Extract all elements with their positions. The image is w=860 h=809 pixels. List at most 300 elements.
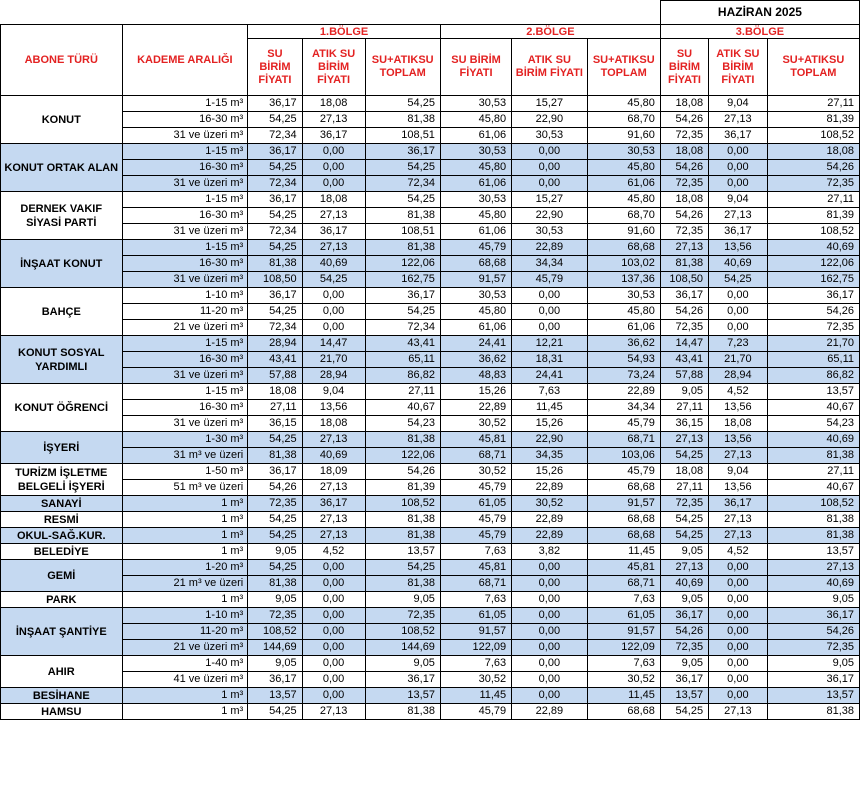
price-cell: 0,00	[709, 608, 768, 624]
price-cell: 0,00	[709, 320, 768, 336]
price-cell: 27,13	[302, 240, 365, 256]
price-cell: 13,57	[660, 688, 708, 704]
price-cell: 72,35	[660, 496, 708, 512]
price-cell: 0,00	[709, 688, 768, 704]
price-cell: 30,52	[512, 496, 587, 512]
price-cell: 61,06	[440, 224, 511, 240]
kademe-cell: 16-30 m³	[122, 160, 248, 176]
price-cell: 27,11	[767, 96, 859, 112]
price-cell: 11,45	[587, 688, 660, 704]
price-cell: 9,05	[248, 544, 302, 560]
table-row	[1, 704, 860, 720]
price-cell: 22,89	[512, 528, 587, 544]
price-cell: 0,00	[512, 320, 587, 336]
r2-atik-header: ATIK SU BİRİM FİYATI	[512, 39, 587, 96]
price-cell: 27,11	[767, 464, 859, 480]
price-cell: 27,13	[302, 112, 365, 128]
price-cell: 7,63	[440, 592, 511, 608]
price-cell: 54,26	[767, 624, 859, 640]
price-cell: 13,57	[767, 384, 859, 400]
price-cell: 108,50	[248, 272, 302, 288]
kademe-cell: 1-20 m³	[122, 560, 248, 576]
price-cell: 0,00	[302, 176, 365, 192]
price-cell: 81,38	[365, 576, 440, 592]
price-cell: 81,38	[365, 704, 440, 720]
abone-turu-cell: SANAYİ	[1, 496, 123, 512]
price-cell: 54,25	[248, 160, 302, 176]
table-row	[1, 576, 860, 592]
price-cell: 22,89	[512, 240, 587, 256]
price-cell: 54,25	[365, 304, 440, 320]
price-cell: 54,25	[660, 704, 708, 720]
table-row	[1, 272, 860, 288]
price-cell: 0,00	[512, 144, 587, 160]
table-row	[1, 288, 860, 304]
kademe-cell: 31 m³ ve üzeri	[122, 448, 248, 464]
price-cell: 27,13	[302, 480, 365, 496]
price-cell: 54,26	[767, 160, 859, 176]
price-cell: 72,34	[365, 320, 440, 336]
price-cell: 30,52	[440, 672, 511, 688]
price-cell: 18,08	[660, 192, 708, 208]
kademe-cell: 1-40 m³	[122, 656, 248, 672]
price-cell: 54,23	[365, 416, 440, 432]
kademe-cell: 1-15 m³	[122, 144, 248, 160]
price-cell: 45,79	[440, 240, 511, 256]
price-cell: 30,53	[440, 144, 511, 160]
price-cell: 81,38	[248, 576, 302, 592]
price-cell: 61,06	[440, 128, 511, 144]
price-cell: 30,53	[440, 288, 511, 304]
price-cell: 45,79	[587, 416, 660, 432]
price-cell: 36,17	[248, 288, 302, 304]
price-cell: 18,08	[248, 384, 302, 400]
price-cell: 30,53	[587, 288, 660, 304]
price-cell: 81,38	[248, 256, 302, 272]
price-cell: 9,04	[709, 96, 768, 112]
price-cell: 0,00	[302, 288, 365, 304]
price-cell: 27,11	[365, 384, 440, 400]
price-cell: 11,45	[587, 544, 660, 560]
abone-turu-cell: OKUL-SAĞ.KUR.	[1, 528, 123, 544]
price-cell: 72,35	[660, 320, 708, 336]
price-cell: 0,00	[512, 608, 587, 624]
table-row	[1, 608, 860, 624]
price-cell: 45,80	[587, 96, 660, 112]
table-row	[1, 480, 860, 496]
abone-turu-cell: KONUT ÖĞRENCİ	[1, 384, 123, 432]
price-cell: 81,38	[248, 448, 302, 464]
price-cell: 54,25	[248, 528, 302, 544]
price-cell: 18,08	[660, 144, 708, 160]
price-cell: 81,38	[365, 432, 440, 448]
price-cell: 0,00	[512, 288, 587, 304]
price-cell: 27,11	[767, 192, 859, 208]
price-cell: 18,08	[709, 416, 768, 432]
price-cell: 0,00	[709, 560, 768, 576]
price-cell: 81,38	[365, 528, 440, 544]
price-cell: 54,25	[248, 432, 302, 448]
price-cell: 45,80	[440, 160, 511, 176]
table-row	[1, 224, 860, 240]
price-cell: 68,71	[440, 448, 511, 464]
price-cell: 61,05	[587, 608, 660, 624]
price-cell: 54,25	[248, 704, 302, 720]
price-cell: 0,00	[709, 672, 768, 688]
price-cell: 68,68	[440, 256, 511, 272]
price-cell: 54,26	[660, 304, 708, 320]
price-cell: 9,04	[709, 464, 768, 480]
price-cell: 27,13	[709, 704, 768, 720]
price-cell: 91,57	[587, 496, 660, 512]
price-cell: 0,00	[302, 624, 365, 640]
price-cell: 36,17	[302, 496, 365, 512]
price-cell: 54,25	[248, 208, 302, 224]
price-cell: 45,79	[440, 480, 511, 496]
price-cell: 13,57	[365, 544, 440, 560]
price-cell: 86,82	[767, 368, 859, 384]
price-cell: 22,90	[512, 112, 587, 128]
price-cell: 72,35	[660, 128, 708, 144]
price-cell: 13,57	[248, 688, 302, 704]
price-cell: 27,13	[767, 560, 859, 576]
price-cell: 14,47	[302, 336, 365, 352]
price-cell: 54,25	[365, 160, 440, 176]
price-cell: 0,00	[709, 656, 768, 672]
kademe-cell: 1-10 m³	[122, 288, 248, 304]
price-cell: 61,06	[587, 320, 660, 336]
price-cell: 0,00	[302, 576, 365, 592]
table-row	[1, 208, 860, 224]
price-cell: 21,70	[767, 336, 859, 352]
price-cell: 9,05	[660, 592, 708, 608]
r1-atik-header: ATIK SU BİRİM FİYATI	[302, 39, 365, 96]
table-row	[1, 448, 860, 464]
price-cell: 36,17	[248, 464, 302, 480]
price-cell: 27,11	[660, 400, 708, 416]
price-cell: 0,00	[709, 576, 768, 592]
abone-turu-cell: BAHÇE	[1, 288, 123, 336]
price-cell: 45,79	[440, 512, 511, 528]
price-cell: 7,63	[587, 656, 660, 672]
price-cell: 36,17	[660, 608, 708, 624]
table-row	[1, 112, 860, 128]
price-cell: 30,53	[440, 192, 511, 208]
price-cell: 54,25	[709, 272, 768, 288]
price-cell: 40,69	[302, 448, 365, 464]
price-cell: 0,00	[512, 624, 587, 640]
table-row	[1, 256, 860, 272]
price-cell: 22,89	[512, 704, 587, 720]
price-cell: 34,34	[587, 400, 660, 416]
price-cell: 103,06	[587, 448, 660, 464]
abone-turu-cell: TURİZM İŞLETME BELGELİ İŞYERİ	[1, 464, 123, 496]
kademe-cell: 1 m³	[122, 496, 248, 512]
price-cell: 4,52	[302, 544, 365, 560]
r2-su-header: SU BİRİM FİYATI	[440, 39, 511, 96]
abone-turu-cell: RESMİ	[1, 512, 123, 528]
price-cell: 45,79	[587, 464, 660, 480]
price-cell: 45,80	[587, 192, 660, 208]
price-cell: 30,52	[440, 416, 511, 432]
price-cell: 36,17	[248, 96, 302, 112]
price-cell: 27,13	[302, 528, 365, 544]
price-cell: 36,17	[365, 288, 440, 304]
price-cell: 30,53	[512, 128, 587, 144]
price-cell: 30,53	[512, 224, 587, 240]
price-cell: 27,13	[302, 432, 365, 448]
price-cell: 36,15	[248, 416, 302, 432]
col-abone-turu: ABONE TÜRÜ	[1, 25, 123, 96]
price-cell: 81,38	[767, 448, 859, 464]
price-cell: 0,00	[512, 592, 587, 608]
price-cell: 108,52	[248, 624, 302, 640]
price-cell: 0,00	[512, 304, 587, 320]
price-cell: 13,56	[709, 432, 768, 448]
price-cell: 7,63	[512, 384, 587, 400]
price-cell: 45,80	[587, 160, 660, 176]
price-cell: 0,00	[512, 656, 587, 672]
kademe-cell: 21 ve üzeri m³	[122, 640, 248, 656]
price-cell: 27,11	[660, 480, 708, 496]
price-cell: 11,45	[512, 400, 587, 416]
price-cell: 0,00	[302, 304, 365, 320]
col-kademe-araligi: KADEME ARALIĞI	[122, 25, 248, 96]
price-cell: 36,17	[660, 288, 708, 304]
price-cell: 0,00	[512, 672, 587, 688]
price-cell: 22,90	[512, 432, 587, 448]
price-cell: 40,67	[767, 480, 859, 496]
price-cell: 45,79	[440, 528, 511, 544]
kademe-cell: 1 m³	[122, 544, 248, 560]
kademe-cell: 31 ve üzeri m³	[122, 224, 248, 240]
price-cell: 14,47	[660, 336, 708, 352]
price-cell: 65,11	[365, 352, 440, 368]
price-cell: 36,17	[248, 144, 302, 160]
price-cell: 144,69	[248, 640, 302, 656]
price-cell: 15,27	[512, 96, 587, 112]
price-cell: 13,56	[709, 400, 768, 416]
price-cell: 13,56	[302, 400, 365, 416]
price-cell: 61,05	[440, 608, 511, 624]
price-cell: 72,35	[767, 320, 859, 336]
price-cell: 28,94	[709, 368, 768, 384]
price-cell: 40,67	[767, 400, 859, 416]
price-cell: 54,26	[660, 112, 708, 128]
abone-turu-cell: GEMİ	[1, 560, 123, 592]
abone-turu-cell: BESİHANE	[1, 688, 123, 704]
price-cell: 0,00	[709, 176, 768, 192]
price-cell: 28,94	[302, 368, 365, 384]
price-cell: 34,34	[512, 256, 587, 272]
table-row	[1, 672, 860, 688]
abone-turu-cell: İNŞAAT KONUT	[1, 240, 123, 288]
price-cell: 27,13	[709, 512, 768, 528]
table-row	[1, 368, 860, 384]
price-cell: 72,35	[248, 608, 302, 624]
price-cell: 122,06	[767, 256, 859, 272]
price-cell: 91,57	[440, 624, 511, 640]
price-cell: 3,82	[512, 544, 587, 560]
kademe-cell: 1-15 m³	[122, 336, 248, 352]
price-cell: 108,52	[767, 128, 859, 144]
period-title: HAZİRAN 2025	[660, 1, 859, 25]
table-row	[1, 544, 860, 560]
price-cell: 54,25	[248, 240, 302, 256]
price-cell: 9,04	[709, 192, 768, 208]
price-cell: 0,00	[709, 144, 768, 160]
price-cell: 0,00	[302, 640, 365, 656]
price-cell: 108,52	[365, 624, 440, 640]
price-cell: 81,38	[365, 208, 440, 224]
price-cell: 68,68	[587, 528, 660, 544]
price-cell: 7,63	[440, 656, 511, 672]
price-cell: 54,25	[365, 560, 440, 576]
price-cell: 72,35	[660, 176, 708, 192]
table-row	[1, 192, 860, 208]
price-cell: 68,68	[587, 704, 660, 720]
price-cell: 13,57	[767, 688, 859, 704]
price-cell: 54,25	[365, 96, 440, 112]
price-cell: 108,52	[365, 496, 440, 512]
price-cell: 65,11	[767, 352, 859, 368]
price-cell: 45,80	[440, 112, 511, 128]
price-cell: 22,89	[587, 384, 660, 400]
price-cell: 0,00	[709, 592, 768, 608]
kademe-cell: 51 m³ ve üzeri	[122, 480, 248, 496]
price-cell: 0,00	[302, 608, 365, 624]
price-cell: 81,38	[365, 512, 440, 528]
price-cell: 45,80	[440, 304, 511, 320]
price-cell: 86,82	[365, 368, 440, 384]
price-cell: 27,13	[709, 528, 768, 544]
price-cell: 9,05	[767, 656, 859, 672]
price-cell: 54,25	[365, 192, 440, 208]
price-cell: 4,52	[709, 384, 768, 400]
price-cell: 36,17	[709, 224, 768, 240]
table-row	[1, 160, 860, 176]
price-cell: 30,52	[587, 672, 660, 688]
price-cell: 9,05	[365, 656, 440, 672]
abone-turu-cell: KONUT	[1, 96, 123, 144]
price-cell: 0,00	[709, 640, 768, 656]
price-cell: 13,57	[767, 544, 859, 560]
price-cell: 0,00	[302, 320, 365, 336]
price-cell: 81,38	[767, 512, 859, 528]
price-cell: 36,17	[709, 496, 768, 512]
r1-su-header: SU BİRİM FİYATI	[248, 39, 302, 96]
table-row	[1, 336, 860, 352]
price-cell: 54,26	[767, 304, 859, 320]
price-cell: 68,71	[440, 576, 511, 592]
price-cell: 13,56	[709, 480, 768, 496]
price-cell: 30,53	[440, 96, 511, 112]
price-cell: 27,13	[709, 448, 768, 464]
price-cell: 24,41	[512, 368, 587, 384]
price-cell: 68,70	[587, 208, 660, 224]
price-cell: 72,35	[660, 224, 708, 240]
price-cell: 72,35	[365, 608, 440, 624]
price-cell: 0,00	[512, 688, 587, 704]
price-cell: 28,94	[248, 336, 302, 352]
price-cell: 0,00	[302, 592, 365, 608]
r3-toplam-header: SU+ATIKSU TOPLAM	[767, 39, 859, 96]
price-cell: 68,70	[587, 112, 660, 128]
price-cell: 36,17	[365, 144, 440, 160]
price-cell: 54,25	[302, 272, 365, 288]
price-cell: 0,00	[302, 144, 365, 160]
price-cell: 54,26	[660, 208, 708, 224]
r3-atik-header: ATIK SU BİRİM FİYATI	[709, 39, 768, 96]
price-cell: 34,35	[512, 448, 587, 464]
price-cell: 43,41	[660, 352, 708, 368]
table-row	[1, 432, 860, 448]
abone-turu-cell: KONUT SOSYAL YARDIMLI	[1, 336, 123, 384]
price-cell: 54,26	[660, 160, 708, 176]
price-cell: 54,25	[660, 528, 708, 544]
table-row	[1, 128, 860, 144]
kademe-cell: 1-30 m³	[122, 432, 248, 448]
kademe-cell: 1 m³	[122, 592, 248, 608]
price-cell: 7,63	[440, 544, 511, 560]
price-cell: 27,13	[302, 704, 365, 720]
price-cell: 27,13	[660, 240, 708, 256]
table-row	[1, 624, 860, 640]
price-cell: 27,13	[709, 208, 768, 224]
price-cell: 108,51	[365, 128, 440, 144]
price-cell: 13,56	[709, 240, 768, 256]
abone-turu-cell: HAMSU	[1, 704, 123, 720]
kademe-cell: 1-15 m³	[122, 192, 248, 208]
price-cell: 72,35	[660, 640, 708, 656]
price-cell: 68,71	[587, 432, 660, 448]
kademe-cell: 16-30 m³	[122, 256, 248, 272]
price-cell: 9,05	[767, 592, 859, 608]
price-cell: 81,38	[365, 112, 440, 128]
price-cell: 91,60	[587, 128, 660, 144]
price-cell: 22,89	[440, 400, 511, 416]
price-cell: 21,70	[709, 352, 768, 368]
price-cell: 18,08	[660, 96, 708, 112]
price-cell: 36,17	[660, 672, 708, 688]
price-cell: 9,05	[365, 592, 440, 608]
price-cell: 54,25	[248, 512, 302, 528]
price-cell: 27,13	[660, 432, 708, 448]
price-cell: 27,13	[709, 112, 768, 128]
table-row	[1, 384, 860, 400]
price-cell: 9,05	[660, 544, 708, 560]
abone-turu-cell: KONUT ORTAK ALAN	[1, 144, 123, 192]
price-cell: 0,00	[302, 688, 365, 704]
price-cell: 18,08	[302, 416, 365, 432]
kademe-cell: 1 m³	[122, 528, 248, 544]
price-cell: 36,17	[767, 288, 859, 304]
price-cell: 45,80	[440, 208, 511, 224]
table-row	[1, 656, 860, 672]
price-cell: 40,69	[302, 256, 365, 272]
price-cell: 103,02	[587, 256, 660, 272]
price-cell: 81,39	[365, 480, 440, 496]
price-cell: 36,17	[302, 128, 365, 144]
price-cell: 122,09	[440, 640, 511, 656]
price-cell: 18,08	[767, 144, 859, 160]
price-cell: 61,06	[440, 176, 511, 192]
table-row	[1, 496, 860, 512]
price-cell: 0,00	[709, 624, 768, 640]
price-cell: 15,27	[512, 192, 587, 208]
price-cell: 72,35	[767, 176, 859, 192]
price-cell: 57,88	[248, 368, 302, 384]
